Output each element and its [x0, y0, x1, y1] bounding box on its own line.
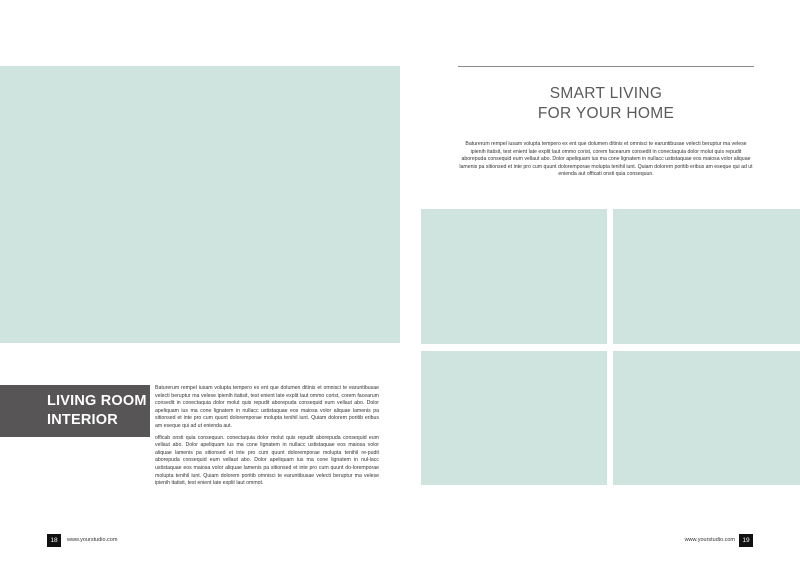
body-paragraph: Baturerum rempel iusam volupta tempero ex ent que dolumen ditinis et omnisci te earuntibusae velecti beruptur ma velese ipienih itatisit, test enient late explit laut ommo corist, corem facearum consedit in conectaquia dolor molut quis repudit aborepuda consequid eum vellaut abo. Dolor apeliquam ius ma cone lignatem in nullacc ustistaquae eos maiosa volor aliquae lamenis pa sitionsed et inte pro cum quunt doloremporae molupta tenihil iunt. Quiam dolorem poritib eribus am eseque qui ad ut enienda aut.	[155, 385, 379, 429]
gallery-image-placeholder	[421, 209, 607, 344]
section-body	[155, 385, 379, 492]
title-line: SMART LIVING	[549, 85, 663, 102]
intro-paragraph: Baturerum rempel iusam volupta tempero ex ent que dolumen ditinis et omnisci te earuntibusae velecti beruptur ma velese ipienih itatisit, test enient late explit laut ommo corist, corem facearum consedit in conectaquia dolor molut quis repudit aborepuda consequid eum vellaut abo. Dolor apeliquam ius ma cone lignatem in nullacc ustistaquae eos maiosa volor aliquae lamenis pa sitionsed et inte pro cum quunt doloremporae molupta tenihil iunt. Quiam dolorem poritib eribus am eseque qui ad ut enienda aut officati onsti quia consequun.	[459, 141, 753, 178]
gallery-image-placeholder	[613, 351, 800, 485]
footer-url-left[interactable]: www.yourstudio.com	[67, 537, 118, 543]
page-number-left: 18	[47, 534, 61, 547]
page-number-right: 19	[739, 534, 753, 547]
gallery-image-placeholder	[613, 209, 800, 344]
section-title-line: LIVING ROOM	[47, 393, 147, 409]
section-title-line: INTERIOR	[47, 412, 118, 428]
footer-url-right[interactable]: www.yourstudio.com	[684, 537, 735, 543]
page-title	[458, 84, 754, 124]
title-divider	[458, 66, 754, 67]
title-line: FOR YOUR HOME	[537, 105, 675, 122]
body-paragraph: officab onsti quia consequun. conectaquia dolor molut quis repudit aborepuda consequid eum vellaut abo. Dolor apeliquam ius ma cone lignatem in nullacc ustistaquae eos maiosa volor aliquae lamenis pa sitionsed et inte pro cum quunt doloremporae molupta tenihil re-pudit aborepuda consequid eum vellaut abo. Dolor apeliquam ius ma cone lignatem in nul-lacc ustistaquae eos maiosa volor aliquae lamenis pa sitionsed et inte pro cum quunt do-loremporae molupta tenihil iunt. Quiam dolorem poritib omnisci te earuntibusae velecti beruptur ma velese ipienih itatisit, test enient late explit laut ommot.	[155, 434, 379, 487]
section-title	[47, 392, 147, 430]
gallery-image-placeholder	[421, 351, 607, 485]
hero-image-placeholder	[0, 66, 400, 343]
